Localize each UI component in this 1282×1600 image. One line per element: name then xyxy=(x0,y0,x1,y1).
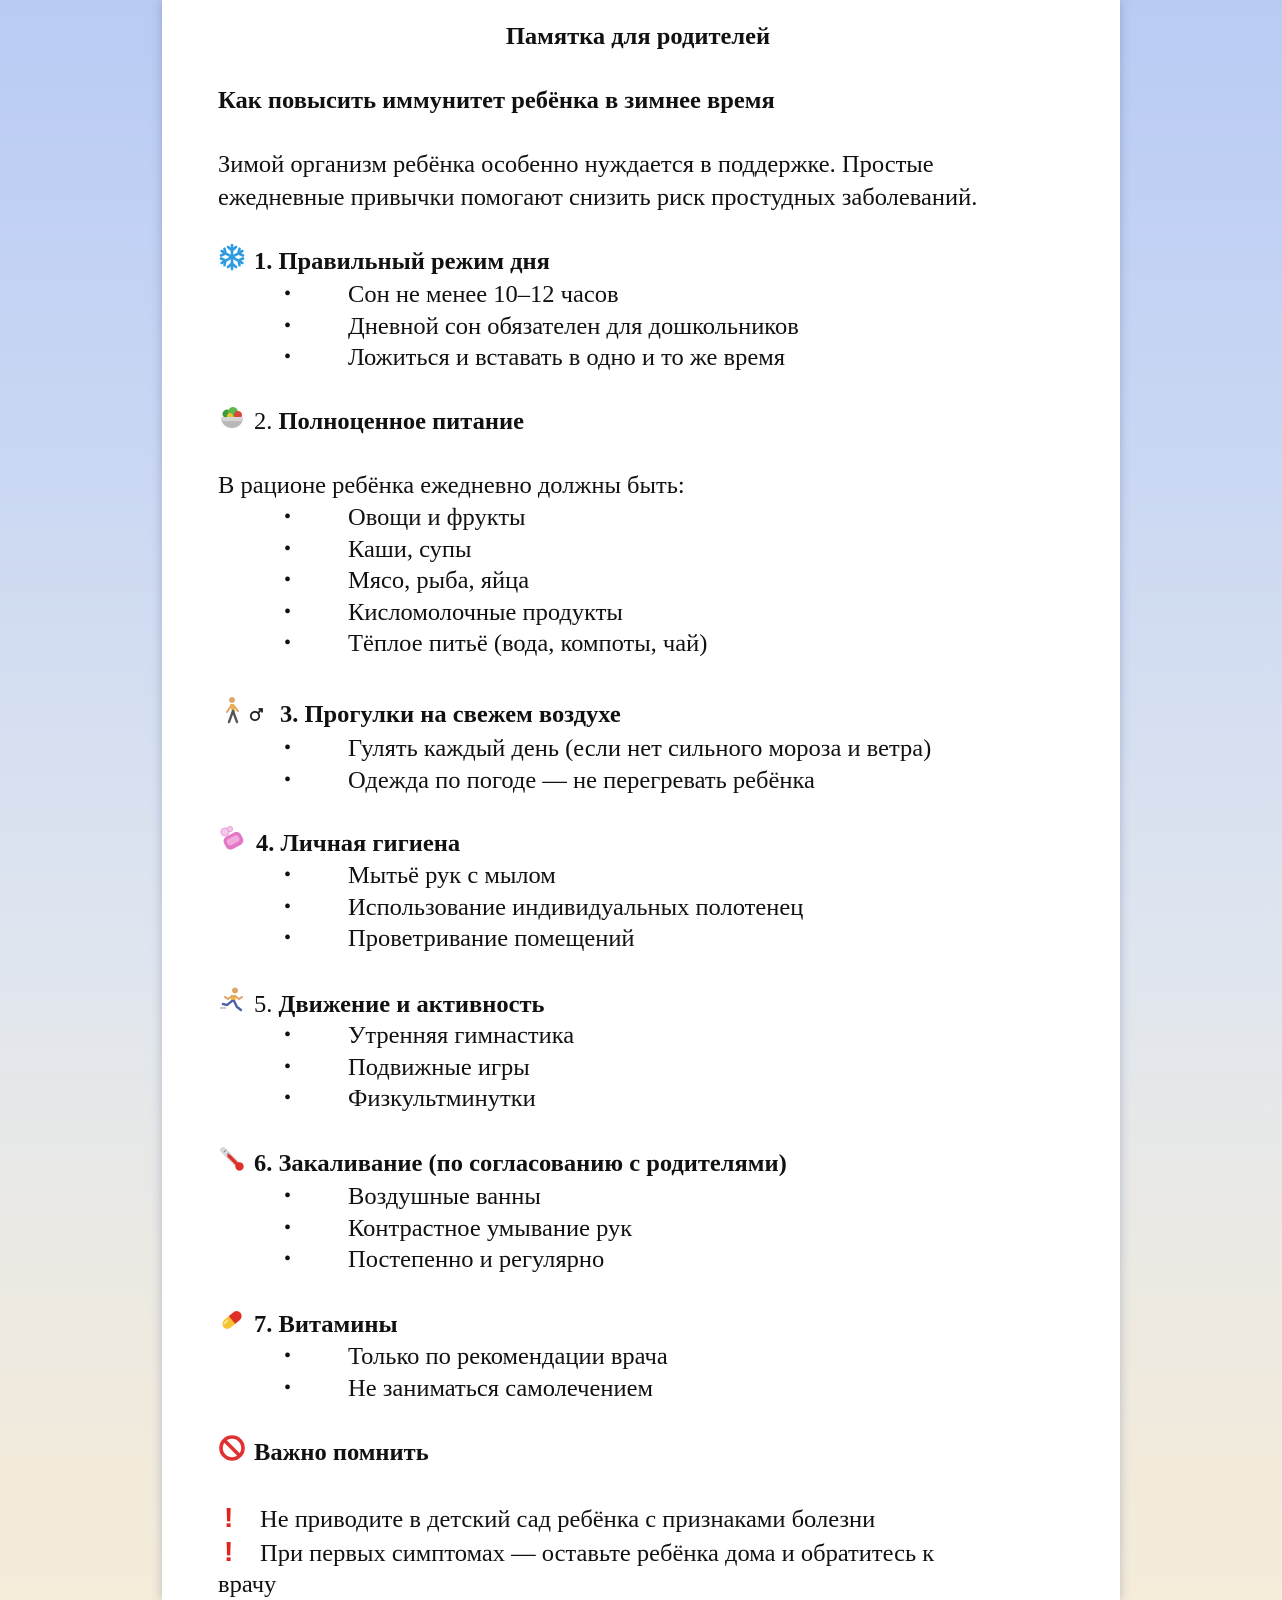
list-item: • Мытьё рук с мылом xyxy=(284,862,556,889)
section-list-activity xyxy=(218,1020,574,1115)
list-item-text: Только по рекомендации врача xyxy=(348,1343,668,1370)
list-item: • Воздушные ванны xyxy=(284,1183,541,1210)
list-item-text: Ложиться и вставать в одно и то же время xyxy=(348,344,785,371)
important-warnings xyxy=(218,1502,1078,1600)
prohibited-icon xyxy=(218,1434,246,1471)
section-title: Движение и активность xyxy=(278,991,545,1019)
section-heading-vitamins xyxy=(218,1308,398,1345)
section-list-vitamins xyxy=(218,1341,668,1404)
section-list-walks xyxy=(218,733,931,796)
list-item: • Утренняя гимнастика xyxy=(284,1022,575,1049)
list-item: • Дневной сон обязателен для дошкольников xyxy=(284,312,799,340)
document-page xyxy=(162,0,1120,1600)
section-heading-sleep xyxy=(218,245,550,282)
list-item: • Мясо, рыба, яйца xyxy=(284,567,530,594)
section-title: Важно помнить xyxy=(254,1439,429,1467)
walking-man-icon xyxy=(218,695,266,734)
warning-continuation: врачу xyxy=(218,1571,277,1598)
list-item: • Не заниматься самолечением xyxy=(284,1374,653,1402)
list-item: • Овощи и фрукты xyxy=(284,504,526,531)
section-list-sleep xyxy=(218,279,799,374)
list-item-text: Гулять каждый день (если нет сильного мороза и ветра) xyxy=(348,735,932,762)
list-item: • Кисломолочные продукты xyxy=(284,598,623,626)
section-heading-important xyxy=(218,1436,429,1473)
section-number: 3. xyxy=(280,701,299,729)
list-item: • Подвижные игры xyxy=(284,1053,530,1081)
warning-text: При первых симптомах — оставьте ребёнка дома и обратитесь к xyxy=(260,1539,935,1567)
list-item-text: Одежда по погоде — не перегревать ребёнка xyxy=(348,766,815,794)
exclamation-icon: ! xyxy=(224,1535,234,1567)
section-number: 5. xyxy=(254,991,273,1019)
section-number: 2. xyxy=(254,408,273,436)
list-item-text: Физкультминутки xyxy=(348,1085,536,1112)
section-title: Личная гигиена xyxy=(280,830,461,858)
section-title: Витамины xyxy=(278,1311,398,1339)
warning-text: Не приводите в детский сад ребёнка с признаками болезни xyxy=(260,1506,876,1533)
section-list-hardening xyxy=(218,1181,632,1276)
pill-icon xyxy=(218,1306,246,1343)
section-heading-walks xyxy=(218,697,621,736)
section-list-nutrition xyxy=(218,502,707,660)
list-item: • Использование индивидуальных полотенец xyxy=(284,893,804,921)
section-number: 1. xyxy=(254,248,273,276)
section-heading-hardening xyxy=(218,1147,787,1184)
list-item-text: Воздушные ванны xyxy=(348,1183,541,1210)
list-item: • Контрастное умывание рук xyxy=(284,1214,633,1242)
list-item-text: Дневной сон обязателен для дошкольников xyxy=(348,312,799,340)
list-item: • Физкультминутки xyxy=(284,1085,536,1112)
section-title: Прогулки на свежем воздухе xyxy=(304,701,621,729)
thermometer-icon xyxy=(218,1145,246,1182)
list-item: • Гулять каждый день (если нет сильного мороза и ветра) xyxy=(284,735,932,762)
list-item-text: Контрастное умывание рук xyxy=(348,1214,633,1242)
list-item: • Постепенно и регулярно xyxy=(284,1246,605,1273)
list-item-text: Постепенно и регулярно xyxy=(348,1246,605,1273)
page-title: Памятка для родителей xyxy=(505,23,771,50)
list-item-text: Сон не менее 10–12 часов xyxy=(348,281,619,308)
section-list-hygiene xyxy=(218,860,803,955)
intro-line: ежедневные привычки помогают снизить риск простудных заболеваний. xyxy=(218,184,978,211)
list-item-text: Использование индивидуальных полотенец xyxy=(348,893,804,921)
list-item-text: Утренняя гимнастика xyxy=(348,1022,575,1049)
list-item-text: Тёплое питьё (вода, компоты, чай) xyxy=(348,630,708,657)
list-item: • Сон не менее 10–12 часов xyxy=(284,281,619,308)
list-item: • Только по рекомендации врача xyxy=(284,1343,668,1370)
soap-icon xyxy=(218,825,248,862)
section-heading-hygiene xyxy=(218,827,460,864)
warning-line xyxy=(218,1536,1078,1570)
section-heading-nutrition xyxy=(218,405,524,442)
section-title: Закаливание (по согласованию с родителями) xyxy=(278,1150,787,1178)
section-title: Полноценное питание xyxy=(278,408,524,436)
document-subtitle: Как повысить иммунитет ребёнка в зимнее время xyxy=(218,87,775,114)
list-item-text: Кисломолочные продукты xyxy=(348,598,623,626)
nutrition-lead: В рационе ребёнка ежедневно должны быть: xyxy=(218,472,685,499)
intro-paragraph xyxy=(218,148,1078,214)
snowflake-icon xyxy=(218,243,246,280)
list-item-text: Мясо, рыба, яйца xyxy=(348,567,530,594)
list-item: • Проветривание помещений xyxy=(284,925,635,952)
list-item: • Тёплое питьё (вода, компоты, чай) xyxy=(284,630,708,657)
list-item: • Каши, супы xyxy=(284,535,472,563)
list-item: • Одежда по погоде — не перегревать ребёнка xyxy=(284,766,815,794)
list-item-text: Подвижные игры xyxy=(348,1053,530,1081)
list-item-text: Овощи и фрукты xyxy=(348,504,526,531)
list-item-text: Каши, супы xyxy=(348,535,472,563)
intro-line: Зимой организм ребёнка особенно нуждается в поддержке. Простые xyxy=(218,151,934,178)
section-number: 6. xyxy=(254,1150,273,1178)
section-title: Правильный режим дня xyxy=(278,248,550,276)
list-item: • Ложиться и вставать в одно и то же время xyxy=(284,344,785,371)
section-number: 7. xyxy=(254,1311,273,1339)
list-item-text: Проветривание помещений xyxy=(348,925,635,952)
running-person-icon xyxy=(218,986,246,1023)
list-item-text: Не заниматься самолечением xyxy=(348,1374,653,1402)
warning-line xyxy=(218,1502,1078,1536)
exclamation-icon: ! xyxy=(224,1502,234,1533)
list-item-text: Мытьё рук с мылом xyxy=(348,862,556,889)
section-number: 4. xyxy=(256,830,275,858)
salad-bowl-icon xyxy=(218,403,246,440)
